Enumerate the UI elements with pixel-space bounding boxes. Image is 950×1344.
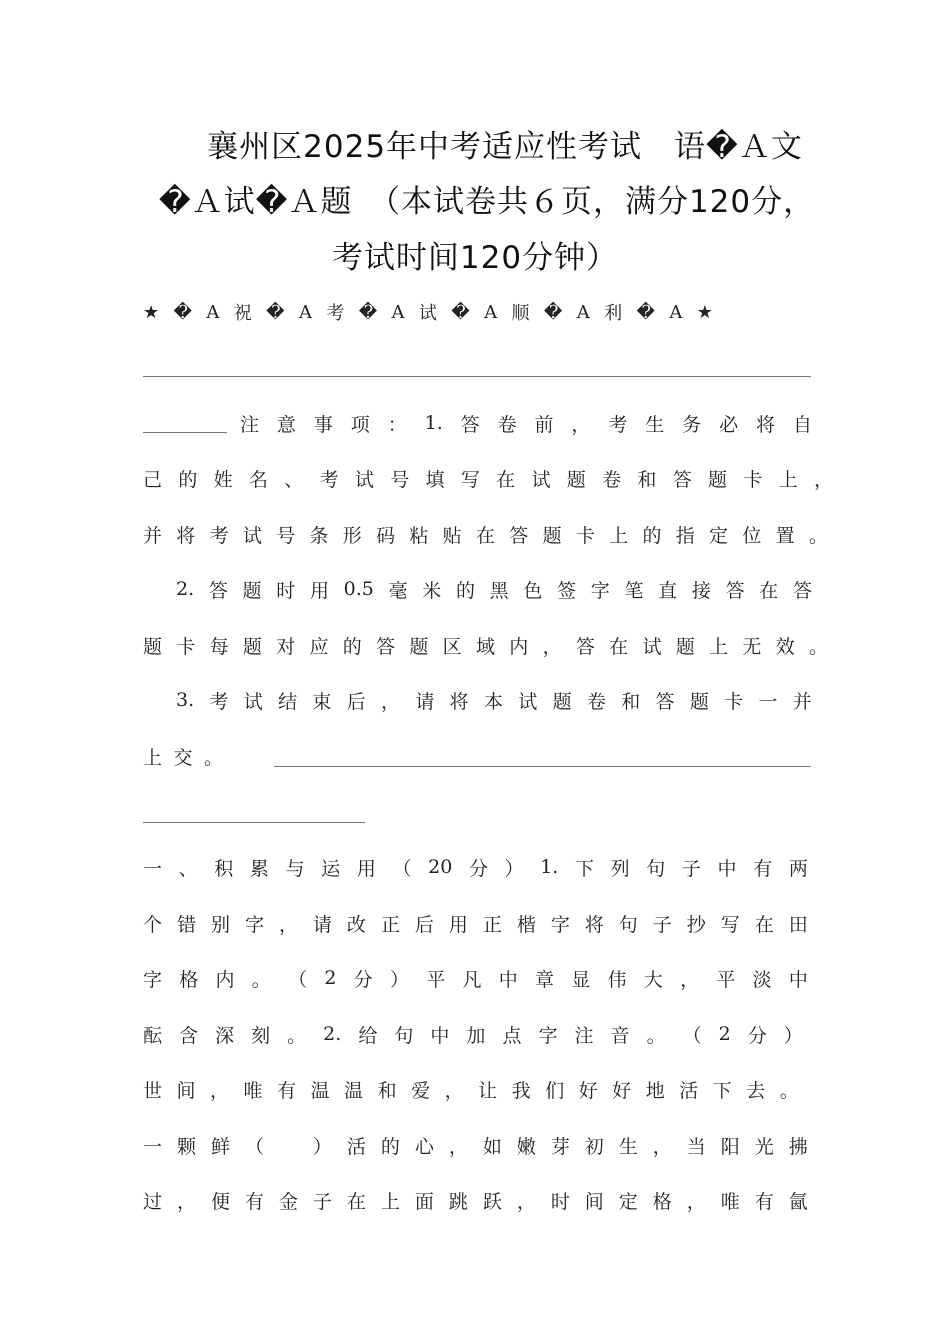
glyph: 试	[418, 303, 437, 324]
glyph: 中	[498, 968, 518, 991]
glyph: 爱	[411, 1079, 431, 1102]
glyph: 考	[608, 413, 628, 436]
glyph: 答	[655, 690, 675, 713]
glyph: 的	[642, 524, 662, 547]
glyph: 试	[354, 468, 374, 491]
glyph: 在	[496, 468, 516, 491]
glyph: 平	[716, 968, 736, 991]
glyph: 用	[448, 913, 468, 936]
glyph: 唯	[243, 1079, 263, 1102]
glyph: 生	[618, 1135, 638, 1158]
glyph: 格	[652, 1190, 672, 1213]
glyph: 答	[376, 635, 396, 658]
glyph: 句	[618, 913, 638, 936]
glyph: 温	[310, 1079, 330, 1102]
glyph: 试	[242, 524, 262, 547]
glyph: 含	[179, 1024, 199, 1047]
glyph: 的	[342, 635, 362, 658]
glyph: 号	[390, 468, 410, 491]
glyph: 前	[534, 413, 554, 436]
glyph: 初	[584, 1135, 604, 1158]
glyph: 酝	[143, 1024, 163, 1047]
glyph: 唯	[720, 1190, 740, 1213]
glyph: 己	[143, 468, 163, 491]
document-title-line-3: 考试时间120分钟）	[331, 240, 619, 276]
glyph: 考	[326, 303, 345, 324]
glyph: 条	[309, 524, 329, 547]
glyph: A	[206, 301, 220, 323]
glyph: ）	[389, 968, 409, 991]
glyph: 一	[758, 690, 778, 713]
glyph: �	[451, 301, 470, 323]
separator-rule-notice-end	[274, 766, 811, 767]
glyph: 卷	[497, 413, 517, 436]
glyph: 写	[460, 468, 480, 491]
glyph: 色	[523, 579, 543, 602]
glyph: 2	[324, 967, 337, 989]
glyph: 好	[612, 1079, 632, 1102]
glyph: 间	[584, 1190, 604, 1213]
glyph: 上	[778, 468, 798, 491]
glyph: 有	[754, 1190, 774, 1213]
glyph: 题	[566, 468, 586, 491]
glyph: 事	[313, 413, 333, 436]
glyph: 一	[143, 1135, 163, 1158]
glyph: 子	[652, 913, 672, 936]
glyph: 跳	[448, 1190, 468, 1213]
glyph: 大	[643, 968, 663, 991]
glyph: 字	[244, 913, 264, 936]
glyph: 题	[542, 524, 562, 547]
notice-line-5	[143, 630, 828, 660]
glyph: 上	[143, 746, 163, 769]
section-line-7	[143, 1185, 808, 1215]
glyph: 上	[380, 1190, 400, 1213]
glyph: 淡	[752, 968, 772, 991]
glyph: 个	[143, 913, 163, 936]
glyph: 题	[242, 635, 262, 658]
glyph: 注	[574, 1024, 594, 1047]
glyph: 卷	[586, 690, 606, 713]
glyph: 的	[178, 468, 198, 491]
glyph: 在	[754, 913, 774, 936]
glyph: 运	[321, 857, 341, 880]
glyph: 深	[215, 1024, 235, 1047]
glyph: 们	[545, 1079, 565, 1102]
glyph: 累	[249, 857, 269, 880]
glyph: A	[669, 301, 683, 323]
glyph: 在	[609, 635, 629, 658]
glyph: 活	[346, 1135, 366, 1158]
glyph: 题	[675, 635, 695, 658]
glyph: 伟	[607, 968, 627, 991]
glyph: 1.	[424, 412, 443, 434]
glyph: 题	[409, 635, 429, 658]
glyph: 子	[681, 857, 701, 880]
glyph: ，	[176, 1190, 196, 1213]
glyph: ，	[516, 1190, 536, 1213]
glyph: 句	[646, 857, 666, 880]
glyph: 后	[414, 913, 434, 936]
glyph: 阳	[720, 1135, 740, 1158]
glyph: 写	[720, 913, 740, 936]
glyph: A	[298, 301, 312, 323]
glyph: 答	[725, 579, 745, 602]
glyph: ）	[783, 1024, 803, 1047]
glyph: 并	[792, 690, 812, 713]
glyph: ，	[444, 1079, 464, 1102]
glyph: 心	[414, 1135, 434, 1158]
glyph: 无	[742, 635, 762, 658]
glyph: 的	[380, 1135, 400, 1158]
glyph: 题	[708, 468, 728, 491]
glyph: 抄	[686, 913, 706, 936]
document-title-line-2: �Ａ试�Ａ题 （本试卷共６页，满分120分，	[158, 184, 816, 220]
glyph: 字	[143, 968, 163, 991]
glyph: 卡	[575, 524, 595, 547]
glyph: 世	[143, 1079, 163, 1102]
glyph: 改	[346, 913, 366, 936]
glyph: 顺	[511, 303, 530, 324]
glyph: 在	[475, 524, 495, 547]
glyph: 和	[377, 1079, 397, 1102]
glyph: 让	[478, 1079, 498, 1102]
glyph: 号	[276, 524, 296, 547]
glyph: 正	[482, 913, 502, 936]
glyph: 区	[442, 635, 462, 658]
glyph: 将	[756, 413, 776, 436]
glyph: 卡	[176, 635, 196, 658]
glyph: 字	[538, 1024, 558, 1047]
glyph: A	[484, 301, 498, 323]
glyph: 指	[675, 524, 695, 547]
glyph: 请	[415, 690, 435, 713]
glyph: 两	[788, 857, 808, 880]
glyph: 一	[143, 857, 163, 880]
glyph: A	[391, 301, 405, 323]
glyph: ★	[696, 301, 713, 323]
glyph: 。	[779, 1079, 799, 1102]
glyph: 去	[746, 1079, 766, 1102]
glyph: 注	[240, 413, 260, 436]
glyph: 接	[691, 579, 711, 602]
glyph: 点	[502, 1024, 522, 1047]
glyph: 试	[518, 690, 538, 713]
glyph: ，	[448, 1135, 468, 1158]
section-line-3	[143, 963, 808, 993]
glyph: 3.	[176, 689, 195, 711]
glyph: 试	[243, 690, 263, 713]
glyph: 下	[712, 1079, 732, 1102]
glyph: 答	[575, 635, 595, 658]
glyph: 并	[143, 524, 163, 547]
separator-rule-notice-lead	[143, 432, 227, 433]
glyph: 1.	[540, 856, 559, 878]
separator-rule-short	[143, 822, 365, 823]
glyph: （	[682, 1024, 702, 1047]
glyph: 中	[717, 857, 737, 880]
glyph: （	[288, 968, 308, 991]
glyph: �	[266, 301, 285, 323]
glyph: 。	[808, 524, 828, 547]
glyph: 间	[176, 1079, 196, 1102]
glyph: 颗	[176, 1135, 196, 1158]
glyph: 将	[176, 524, 196, 547]
glyph: 试	[642, 635, 662, 658]
glyph: 。	[251, 968, 271, 991]
glyph: 用	[309, 579, 329, 602]
glyph: 在	[346, 1190, 366, 1213]
glyph: 0.5	[343, 578, 374, 600]
glyph: 音	[610, 1024, 630, 1047]
glyph: 考	[209, 690, 229, 713]
glyph: 答	[509, 524, 529, 547]
glyph: 地	[645, 1079, 665, 1102]
glyph: 鲜	[210, 1135, 230, 1158]
glyph: 嫩	[516, 1135, 536, 1158]
glyph: 子	[312, 1190, 332, 1213]
glyph: 答	[208, 579, 228, 602]
glyph: 内	[215, 968, 235, 991]
glyph	[279, 1132, 298, 1159]
glyph: 给	[358, 1024, 378, 1047]
glyph: 时	[550, 1190, 570, 1213]
glyph: 句	[394, 1024, 414, 1047]
glyph: 分	[353, 968, 373, 991]
notice-line-3	[143, 519, 828, 549]
good-luck-line	[143, 297, 713, 327]
glyph: 用	[356, 857, 376, 880]
glyph: （	[392, 857, 412, 880]
glyph: 答	[792, 579, 812, 602]
section-line-2	[143, 908, 808, 938]
glyph: 田	[788, 913, 808, 936]
glyph: 卡	[743, 468, 763, 491]
glyph: 笔	[624, 579, 644, 602]
glyph: 、	[284, 468, 304, 491]
glyph: 显	[571, 968, 591, 991]
glyph: 请	[312, 913, 332, 936]
glyph: 生	[645, 413, 665, 436]
glyph: ：	[387, 413, 407, 436]
glyph: A	[576, 301, 590, 323]
glyph: 务	[682, 413, 702, 436]
glyph: 项	[350, 413, 370, 436]
glyph: 定	[618, 1190, 638, 1213]
glyph: 形	[342, 524, 362, 547]
glyph: 卡	[724, 690, 744, 713]
glyph: 面	[414, 1190, 434, 1213]
glyph: ，	[381, 690, 401, 713]
glyph: 格	[179, 968, 199, 991]
glyph: 题	[242, 579, 262, 602]
glyph: 加	[466, 1024, 486, 1047]
glyph: 试	[531, 468, 551, 491]
glyph: 内	[509, 635, 529, 658]
glyph: 上	[709, 635, 729, 658]
glyph: ，	[652, 1135, 672, 1158]
glyph: ，	[542, 635, 562, 658]
glyph: 定	[709, 524, 729, 547]
glyph: 2	[718, 1023, 731, 1045]
glyph: 拂	[788, 1135, 808, 1158]
glyph: 有	[277, 1079, 297, 1102]
glyph: 别	[210, 913, 230, 936]
glyph: ，	[278, 913, 298, 936]
section-line-6	[143, 1130, 808, 1160]
glyph: 光	[754, 1135, 774, 1158]
glyph: 积	[214, 857, 234, 880]
notice-line-6	[176, 685, 812, 715]
glyph: 本	[483, 690, 503, 713]
glyph: 题	[143, 635, 163, 658]
glyph: 金	[278, 1190, 298, 1213]
glyph: 好	[578, 1079, 598, 1102]
glyph: 分	[468, 857, 488, 880]
glyph: 将	[584, 913, 604, 936]
glyph: 过	[143, 1190, 163, 1213]
glyph: 如	[482, 1135, 502, 1158]
glyph: 跃	[482, 1190, 502, 1213]
glyph: 凡	[462, 968, 482, 991]
glyph: 芽	[550, 1135, 570, 1158]
glyph: 下	[574, 857, 594, 880]
glyph: ，	[571, 413, 591, 436]
glyph: 当	[686, 1135, 706, 1158]
glyph: 后	[346, 690, 366, 713]
glyph: 束	[312, 690, 332, 713]
glyph: 姓	[213, 468, 233, 491]
glyph: 必	[719, 413, 739, 436]
glyph: 。	[646, 1024, 666, 1047]
glyph: 答	[672, 468, 692, 491]
glyph: 氤	[788, 1190, 808, 1213]
glyph: 填	[425, 468, 445, 491]
glyph: 将	[449, 690, 469, 713]
glyph: 楷	[516, 913, 536, 936]
glyph: 卷	[602, 468, 622, 491]
glyph: �	[636, 301, 655, 323]
glyph: 便	[210, 1190, 230, 1213]
glyph: 。	[203, 746, 223, 769]
glyph: 结	[278, 690, 298, 713]
glyph: （	[244, 1135, 264, 1158]
glyph: ★	[143, 301, 160, 323]
glyph: 题	[552, 690, 572, 713]
glyph: 意	[276, 413, 296, 436]
glyph: �	[543, 301, 563, 323]
glyph: 平	[426, 968, 446, 991]
notice-line-7	[143, 741, 223, 771]
glyph: 有	[244, 1190, 264, 1213]
glyph: 黑	[489, 579, 509, 602]
glyph: 考	[319, 468, 339, 491]
glyph: 应	[309, 635, 329, 658]
section-line-1	[143, 852, 808, 882]
glyph: ，	[680, 968, 700, 991]
glyph: 粘	[409, 524, 429, 547]
glyph: 我	[511, 1079, 531, 1102]
glyph: 2.	[176, 578, 195, 600]
glyph: 刻	[251, 1024, 271, 1047]
notice-line-1	[240, 408, 812, 438]
glyph: 20	[428, 856, 453, 878]
glyph: 对	[276, 635, 296, 658]
glyph: 与	[285, 857, 305, 880]
glyph: ，	[686, 1190, 706, 1213]
glyph: 直	[658, 579, 678, 602]
section-line-5	[143, 1074, 799, 1104]
glyph: 答	[460, 413, 480, 436]
glyph: 码	[376, 524, 396, 547]
glyph: 置	[775, 524, 795, 547]
glyph: �	[358, 301, 378, 323]
section-line-4	[143, 1019, 803, 1049]
glyph: 签	[557, 579, 577, 602]
glyph: 利	[604, 303, 623, 324]
glyph: 的	[455, 579, 475, 602]
glyph: 活	[679, 1079, 699, 1102]
glyph: 贴	[442, 524, 462, 547]
glyph: 分	[747, 1024, 767, 1047]
glyph: 中	[788, 968, 808, 991]
glyph: 在	[759, 579, 779, 602]
notice-line-2	[143, 463, 833, 493]
glyph: 题	[689, 690, 709, 713]
glyph: 祝	[233, 303, 252, 324]
glyph: 正	[380, 913, 400, 936]
glyph: 时	[276, 579, 296, 602]
document-title-line-1: 襄州区2025年中考适应性考试 语�Ａ文	[207, 129, 803, 165]
glyph: 考	[209, 524, 229, 547]
glyph: ）	[504, 857, 524, 880]
glyph: ，	[210, 1079, 230, 1102]
glyph: 位	[742, 524, 762, 547]
separator-rule-top	[143, 376, 811, 377]
glyph: 名	[248, 468, 268, 491]
glyph: 、	[178, 857, 198, 880]
notice-line-4	[176, 574, 812, 604]
glyph: 温	[344, 1079, 364, 1102]
glyph: ）	[312, 1135, 332, 1158]
glyph: 章	[535, 968, 555, 991]
glyph: 错	[176, 913, 196, 936]
glyph: 2.	[323, 1023, 342, 1045]
glyph: 字	[550, 913, 570, 936]
glyph: 列	[610, 857, 630, 880]
glyph: 毫	[388, 579, 408, 602]
glyph: 效	[775, 635, 795, 658]
glyph: ，	[813, 468, 833, 491]
glyph: 和	[637, 468, 657, 491]
glyph: 中	[430, 1024, 450, 1047]
glyph: �	[173, 301, 192, 323]
glyph: 交	[173, 746, 193, 769]
glyph: 。	[808, 635, 828, 658]
glyph: 每	[209, 635, 229, 658]
glyph: 字	[590, 579, 610, 602]
glyph: 有	[753, 857, 773, 880]
glyph: 。	[287, 1024, 307, 1047]
glyph: 和	[621, 690, 641, 713]
glyph: 米	[422, 579, 442, 602]
glyph: 域	[475, 635, 495, 658]
glyph: 自	[792, 413, 812, 436]
glyph: 上	[609, 524, 629, 547]
